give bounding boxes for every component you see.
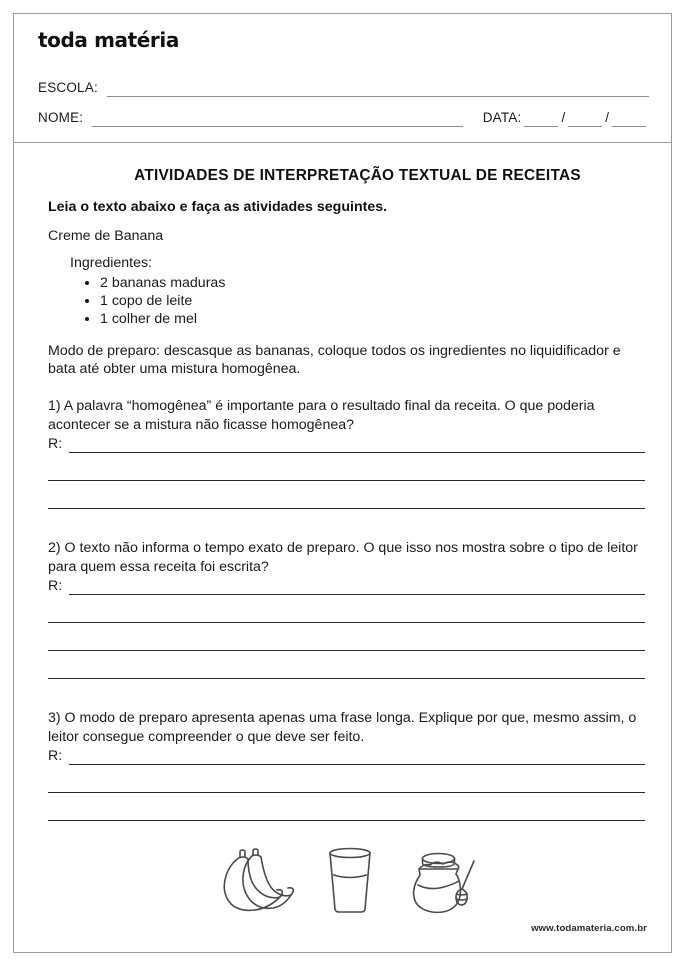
ingredients-label: Ingredientes: bbox=[70, 255, 153, 271]
spacer bbox=[48, 513, 645, 539]
date-field-group bbox=[483, 110, 649, 127]
answer-line[interactable] bbox=[48, 651, 645, 679]
answer-line[interactable] bbox=[48, 765, 645, 793]
name-input-line[interactable] bbox=[92, 115, 462, 127]
date-label: DATA: bbox=[482, 110, 522, 125]
answer-line[interactable] bbox=[69, 581, 645, 595]
date-separator-1: / bbox=[561, 110, 566, 125]
answer-line[interactable] bbox=[69, 751, 645, 765]
answer-line[interactable] bbox=[48, 793, 645, 821]
ingredients-list bbox=[100, 274, 645, 329]
answer-line[interactable] bbox=[48, 453, 645, 481]
answer-line[interactable] bbox=[48, 481, 645, 509]
school-label: ESCOLA: bbox=[38, 80, 98, 95]
instruction-text: Leia o texto abaixo e faça as atividades seguintes. bbox=[48, 199, 388, 215]
page-title: ATIVIDADES DE INTERPRETAÇÃO TEXTUAL DE RECEITAS bbox=[134, 167, 581, 184]
name-field-row bbox=[38, 97, 649, 127]
method-text: Modo de preparo: descasque as bananas, coloque todos os ingredientes no liquidificador e bata até obter uma mistura homogênea. bbox=[48, 342, 621, 377]
spacer bbox=[48, 683, 645, 709]
question-text: 3) O modo de preparo apresenta apenas uma frase longa. Explique por que, mesmo assim, o leitor consegue compreender o que deve ser feito. bbox=[48, 710, 637, 745]
honey-jar-icon bbox=[404, 845, 484, 915]
date-year-line[interactable] bbox=[612, 115, 646, 127]
date-month-line[interactable] bbox=[568, 115, 602, 127]
answer-line[interactable] bbox=[48, 623, 645, 651]
answer-label: R: bbox=[48, 748, 63, 765]
question-2 bbox=[48, 539, 645, 679]
list-item: • 1 copo de leite bbox=[100, 292, 645, 310]
question-1 bbox=[48, 397, 645, 509]
answer-row bbox=[48, 578, 645, 595]
worksheet-body bbox=[14, 143, 671, 915]
school-input-line[interactable] bbox=[107, 85, 649, 97]
school-field-row bbox=[38, 67, 649, 97]
list-item: • 2 bananas maduras bbox=[100, 274, 645, 292]
worksheet-sheet bbox=[13, 13, 672, 953]
question-text: 2) O texto não informa o tempo exato de preparo. O que isso nos mostra sobre o tipo de leitor para quem essa receita foi escrita? bbox=[48, 540, 638, 575]
name-label: NOME: bbox=[38, 110, 84, 125]
answer-label: R: bbox=[48, 436, 63, 453]
bananas-icon bbox=[210, 847, 296, 915]
footer-url: www.todamateria.com.br bbox=[531, 923, 647, 934]
recipe-title: Creme de Banana bbox=[48, 228, 164, 244]
milk-glass-icon bbox=[322, 847, 378, 915]
answer-label: R: bbox=[48, 578, 63, 595]
worksheet-header bbox=[14, 14, 671, 143]
answer-line[interactable] bbox=[69, 439, 645, 453]
date-day-line[interactable] bbox=[524, 115, 558, 127]
question-3 bbox=[48, 709, 645, 821]
illustration-row bbox=[48, 845, 645, 915]
question-text: 1) A palavra “homogênea” é importante para o resultado final da receita. O que poderia acontecer se a mistura não ficasse homogênea? bbox=[48, 398, 595, 433]
brand-logo: toda matéria bbox=[38, 28, 179, 52]
answer-row bbox=[48, 748, 645, 765]
answer-row bbox=[48, 436, 645, 453]
date-separator-2: / bbox=[605, 110, 609, 125]
answer-line[interactable] bbox=[48, 595, 645, 623]
list-item: • 1 colher de mel bbox=[100, 310, 645, 328]
